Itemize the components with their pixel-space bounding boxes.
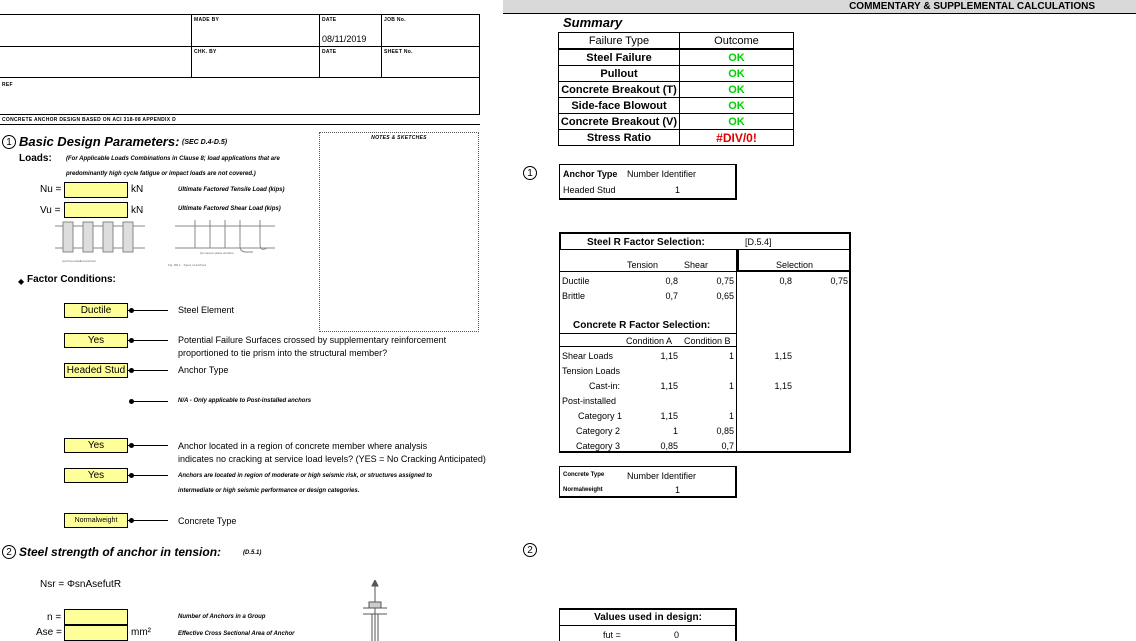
number-identifier-label: Number Identifier — [627, 169, 697, 179]
supplementary-reinforcement-desc-2: proportioned to tie prism into the structural member? — [178, 348, 388, 358]
no-cracking-desc-2: indicates no cracking at service load levels? (YES = No Cracking Anticipated) — [178, 454, 486, 464]
vu-input[interactable] — [64, 202, 128, 218]
concrete-r-a: 1 — [672, 426, 678, 436]
failure-type-cell: Concrete Breakout (T) — [559, 82, 680, 98]
anchor-type-row-label: Headed Stud — [563, 185, 616, 195]
outcome-cell: OK — [680, 82, 794, 98]
failure-type-cell: Concrete Breakout (V) — [559, 114, 680, 130]
concrete-type-box — [559, 466, 737, 498]
n-label: n = — [47, 612, 62, 623]
table-row — [559, 82, 794, 98]
nu-input[interactable] — [64, 182, 128, 198]
failure-type-cell: Stress Ratio — [559, 130, 680, 146]
concrete-r-a: 1,15 — [660, 411, 678, 421]
right-section-2-number: 2 — [523, 543, 537, 557]
concrete-type-select[interactable]: Normalweight — [64, 513, 128, 528]
tension-header: Tension — [627, 260, 659, 270]
design-title: CONCRETE ANCHOR DESIGN BASED ON ACI 318-08 APPENDIX D — [2, 117, 176, 123]
values-used-title: Values used in design: — [594, 612, 702, 623]
outcome-cell: OK — [680, 66, 794, 82]
concrete-type-row-value: 1 — [675, 485, 681, 495]
ref-label: REF — [2, 82, 13, 88]
concrete-r-selection: 1,15 — [774, 351, 792, 361]
job-no-label: JOB No. — [384, 17, 406, 23]
concrete-type-row-label: Normalweight — [563, 487, 603, 493]
concrete-r-label: Shear Loads — [562, 351, 614, 361]
made-by-label: MADE BY — [194, 17, 220, 23]
concrete-type-box-label: Concrete Type — [563, 472, 605, 478]
outcome-header: Outcome — [680, 33, 794, 50]
concrete-r-a: 1,15 — [660, 351, 678, 361]
summary-title: Summary — [563, 15, 623, 30]
commentary-header-bar — [503, 0, 1136, 14]
vu-desc: Ultimate Factored Shear Load (kips) — [178, 206, 281, 212]
table-row — [559, 66, 794, 82]
ase-unit: mm² — [131, 627, 151, 638]
brittle-tension: 0,7 — [665, 291, 678, 301]
steel-r-ref: [D.5.4] — [745, 237, 772, 247]
header-grid — [0, 14, 480, 114]
concrete-r-b: 0,7 — [721, 441, 734, 451]
selection-header: Selection — [776, 260, 814, 270]
loads-note-1: (For Applicable Loads Combinations in Clause 8; load applications that are — [66, 156, 280, 162]
concrete-r-label: Post-installed — [562, 396, 617, 406]
anchor-type-box — [559, 164, 737, 200]
post-installed-note: N/A - Only applicable to Post-installed anchors — [178, 398, 312, 404]
commentary-title: COMMENTARY & SUPPLEMENTAL CALCULATIONS — [849, 1, 1095, 12]
date-label-2: DATE — [322, 49, 337, 55]
nsr-formula: Nsr = ΦsnAsefutR — [40, 579, 122, 590]
seismic-select[interactable]: Yes — [64, 468, 128, 483]
no-cracking-select[interactable]: Yes — [64, 438, 128, 453]
supplementary-reinforcement-desc-1: Potential Failure Surfaces crossed by supplementary reinforcement — [178, 335, 447, 345]
fut-value: 0 — [674, 630, 680, 640]
n-desc: Number of Anchors in a Group — [178, 614, 266, 620]
anchor-bolt-sketch-icon — [355, 580, 395, 641]
failure-type-cell: Steel Failure — [559, 49, 680, 66]
outcome-cell: OK — [680, 98, 794, 114]
concrete-r-a: 0,85 — [660, 441, 678, 451]
diamond-bullet-icon: ◆ — [18, 277, 25, 286]
steel-element-desc: Steel Element — [178, 305, 235, 315]
concrete-r-label: Category 2 — [576, 426, 621, 436]
steel-r-title: Steel R Factor Selection: — [587, 237, 705, 248]
fig-caption-3: Fig. RD.1 - Types of anchors — [168, 263, 207, 267]
section-1-title: Basic Design Parameters: — [19, 134, 180, 149]
values-used-box — [559, 608, 737, 641]
brittle-label: Brittle — [562, 291, 586, 301]
notes-sketches-box — [319, 132, 479, 332]
date-value: 08/11/2019 — [322, 34, 367, 44]
concrete-r-a: 1,15 — [660, 381, 678, 391]
concrete-r-b: 1 — [728, 411, 734, 421]
outcome-cell: OK — [680, 114, 794, 130]
ductile-label: Ductile — [562, 276, 590, 286]
concrete-r-label: Tension Loads — [562, 366, 621, 376]
ase-label: Ase = — [36, 627, 62, 638]
concrete-r-b: 0,85 — [716, 426, 734, 436]
fig-caption-2: (b) Cast-in-place anchors — [200, 251, 234, 255]
steel-r-title-box — [559, 232, 851, 250]
steel-element-select[interactable]: Ductile — [64, 303, 128, 318]
section-2-ref: (D.5.1) — [243, 550, 262, 556]
factor-conditions-label: Factor Conditions: — [27, 274, 116, 285]
summary-header-row — [559, 33, 794, 50]
summary-table — [558, 32, 794, 146]
fut-label: fut = — [603, 630, 621, 640]
section-2-title: Steel strength of anchor in tension: — [19, 545, 222, 559]
ase-desc: Effective Cross Sectional Area of Anchor — [178, 631, 295, 637]
anchor-type-label: Anchor Type — [563, 169, 618, 179]
concrete-r-label: Cast-in: — [589, 381, 621, 391]
outcome-cell: OK — [680, 49, 794, 66]
fig-caption-1: (a) Post-installed anchors — [62, 259, 97, 263]
chk-by-label: CHK. BY — [194, 49, 217, 55]
seismic-desc-1: Anchors are located in region of moderate or high seismic risk, or structures assigned to — [178, 473, 433, 479]
ductile-shear: 0,75 — [716, 276, 734, 286]
ductile-tension: 0,8 — [665, 276, 678, 286]
vu-unit: kN — [131, 205, 144, 216]
concrete-r-title: Concrete R Factor Selection: — [573, 320, 711, 331]
anchor-type-desc: Anchor Type — [178, 365, 229, 375]
section-1-ref: (SEC D.4-D.5) — [182, 139, 228, 146]
concrete-r-b: 1 — [728, 351, 734, 361]
concrete-r-selection: 1,15 — [774, 381, 792, 391]
failure-type-cell: Side-face Blowout — [559, 98, 680, 114]
nu-desc: Ultimate Factored Tensile Load (kips) — [178, 187, 285, 193]
concrete-r-label: Category 1 — [578, 411, 623, 421]
loads-label: Loads: — [19, 153, 52, 164]
outcome-cell: #DIV/0! — [680, 130, 794, 146]
n-input[interactable] — [64, 609, 128, 625]
loads-note-2: predominantly high cycle fatigue or impact loads are not covered.) — [66, 171, 256, 177]
right-section-1-number: 1 — [523, 166, 537, 180]
seismic-desc-2: intermediate or high seismic performance or design categories. — [178, 488, 360, 494]
anchor-type-select[interactable]: Headed Stud — [64, 363, 128, 378]
table-row — [559, 49, 794, 66]
anchor-type-row-value: 1 — [675, 185, 681, 195]
failure-type-cell: Pullout — [559, 66, 680, 82]
concrete-r-label: Category 3 — [576, 441, 621, 451]
sheet-no-label: SHEET No. — [384, 49, 413, 55]
concrete-number-identifier-label: Number Identifier — [627, 471, 697, 481]
nu-unit: kN — [131, 184, 144, 195]
no-cracking-desc-1: Anchor located in a region of concrete member where analysis — [178, 441, 428, 451]
concrete-type-desc: Concrete Type — [178, 516, 237, 526]
title-underline — [0, 124, 480, 125]
ase-input[interactable] — [64, 625, 128, 641]
table-row — [559, 114, 794, 130]
ductile-selection-1: 0,8 — [779, 276, 792, 286]
supplementary-reinforcement-select[interactable]: Yes — [64, 333, 128, 348]
date-label: DATE — [322, 17, 337, 23]
condition-a-header: Condition A — [626, 336, 673, 346]
brittle-shear: 0,65 — [716, 291, 734, 301]
section-1-number: 1 — [2, 135, 16, 149]
nu-label: Nu = — [40, 184, 62, 195]
ductile-selection-2: 0,75 — [830, 276, 848, 286]
vu-label: Vu = — [40, 205, 61, 216]
notes-label: NOTES & SKETCHES — [371, 135, 427, 141]
table-row — [559, 98, 794, 114]
shear-header: Shear — [684, 260, 709, 270]
concrete-r-b: 1 — [728, 381, 734, 391]
failure-type-header: Failure Type — [559, 33, 680, 50]
table-row — [559, 130, 794, 146]
section-2-number: 2 — [2, 545, 16, 559]
condition-b-header: Condition B — [684, 336, 731, 346]
